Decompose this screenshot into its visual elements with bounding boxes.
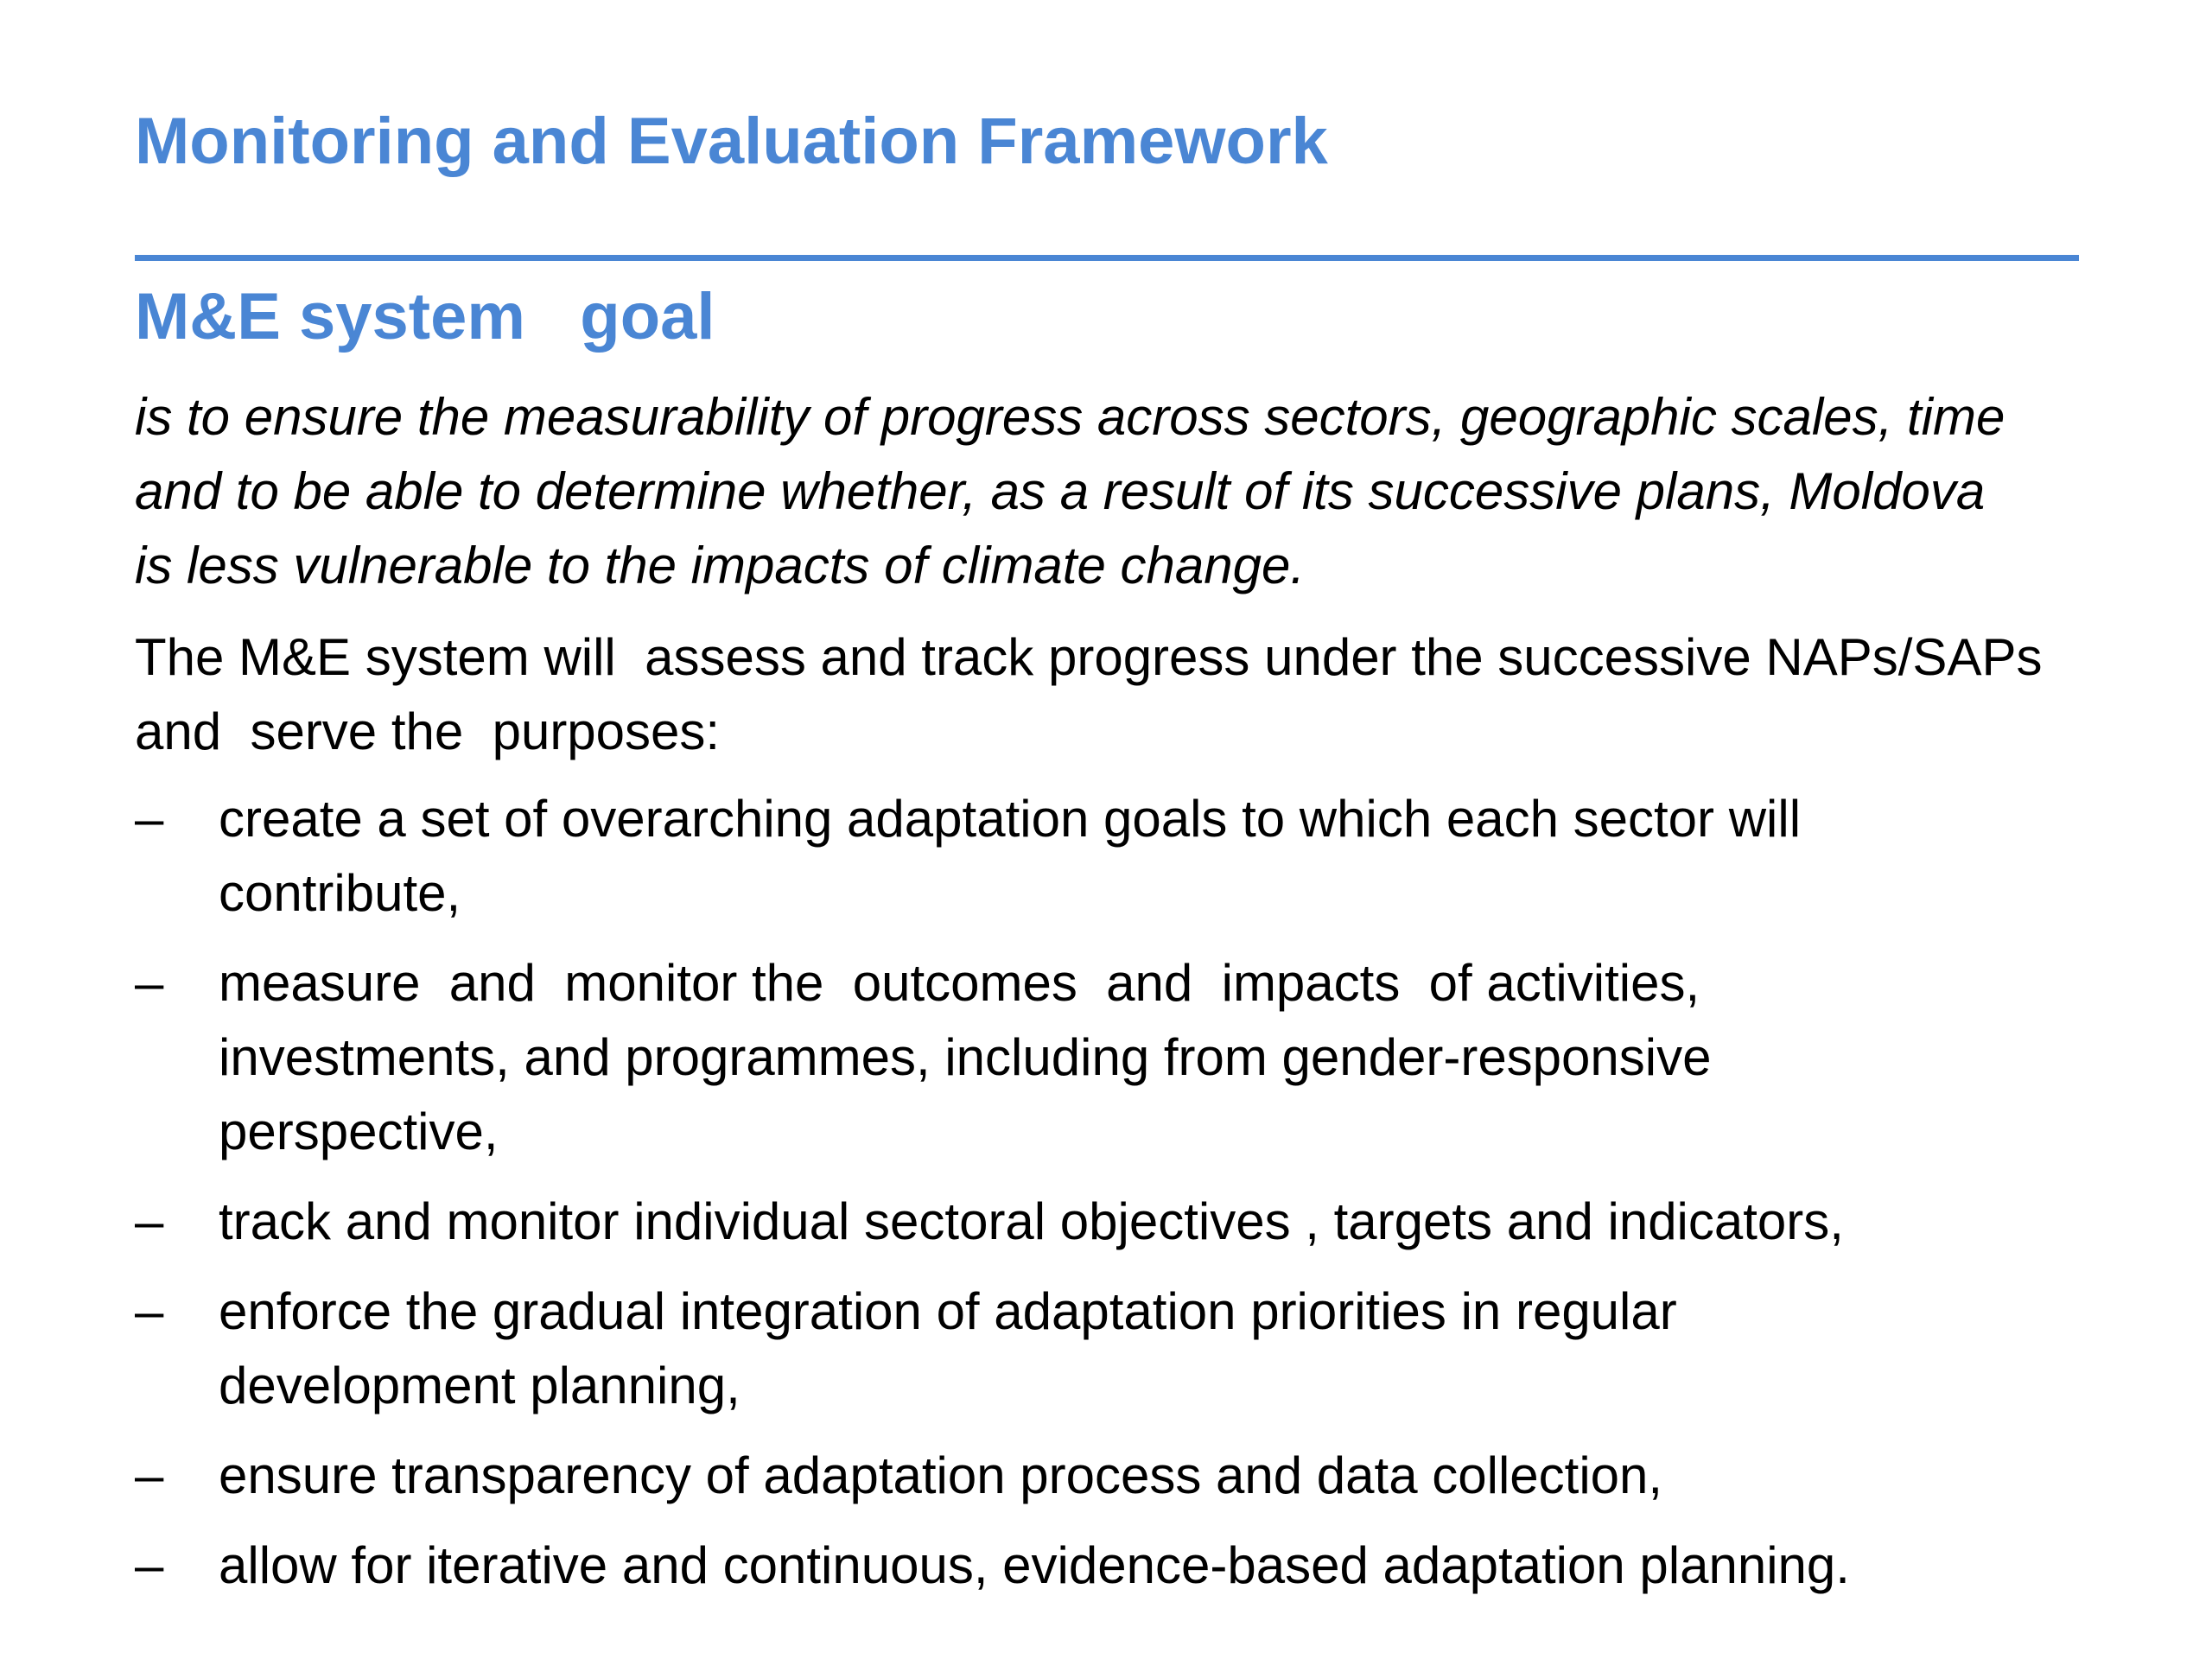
purpose-line: perspective, (219, 1103, 499, 1160)
purpose-line: enforce the gradual integration of adaptation priorities in regular (219, 1282, 1677, 1340)
purpose-line: ensure transparency of adaptation process and data collection, (219, 1446, 1663, 1504)
intro-line: and serve the purposes: (135, 702, 721, 760)
goal-line: is less vulnerable to the impacts of climate change. (135, 537, 1306, 594)
intro-line: The M&E system will assess and track progress under the successive NAPs/SAPs (135, 628, 2043, 686)
goal-line: and to be able to determine whether, as a result of its successive plans, Moldova (135, 462, 1986, 520)
goal-line: is to ensure the measurability of progress across sectors, geographic scales, time (135, 388, 2005, 446)
goal-statement (135, 380, 2191, 603)
bullet-dash: – (135, 1536, 164, 1594)
bullet-dash: – (135, 954, 164, 1012)
bullet-dash: – (135, 790, 164, 848)
purpose-item (135, 1274, 2191, 1423)
purpose-line: investments, and programmes, including from gender-responsive (219, 1028, 1712, 1086)
purpose-item (135, 1185, 2191, 1259)
bullet-dash: – (135, 1192, 164, 1250)
purpose-item (135, 1529, 2191, 1603)
purpose-item (135, 782, 2191, 931)
purpose-item (135, 946, 2191, 1169)
section-heading: M&E system goal (135, 280, 715, 353)
purpose-line: contribute, (219, 864, 461, 922)
title-divider (135, 255, 2079, 261)
intro-paragraph (135, 620, 2191, 769)
purpose-line: allow for iterative and continuous, evidence-based adaptation planning. (219, 1536, 1850, 1594)
bullet-dash: – (135, 1282, 164, 1340)
purpose-line: track and monitor individual sectoral objectives , targets and indicators, (219, 1192, 1844, 1250)
purpose-line: create a set of overarching adaptation goals to which each sector will (219, 790, 1802, 848)
slide-title: Monitoring and Evaluation Framework (135, 105, 1328, 178)
purpose-line: development planning, (219, 1357, 741, 1414)
purpose-line: measure and monitor the outcomes and impacts of activities, (219, 954, 1700, 1012)
bullet-dash: – (135, 1446, 164, 1504)
purpose-item (135, 1439, 2191, 1513)
purposes-list (135, 782, 2191, 1618)
